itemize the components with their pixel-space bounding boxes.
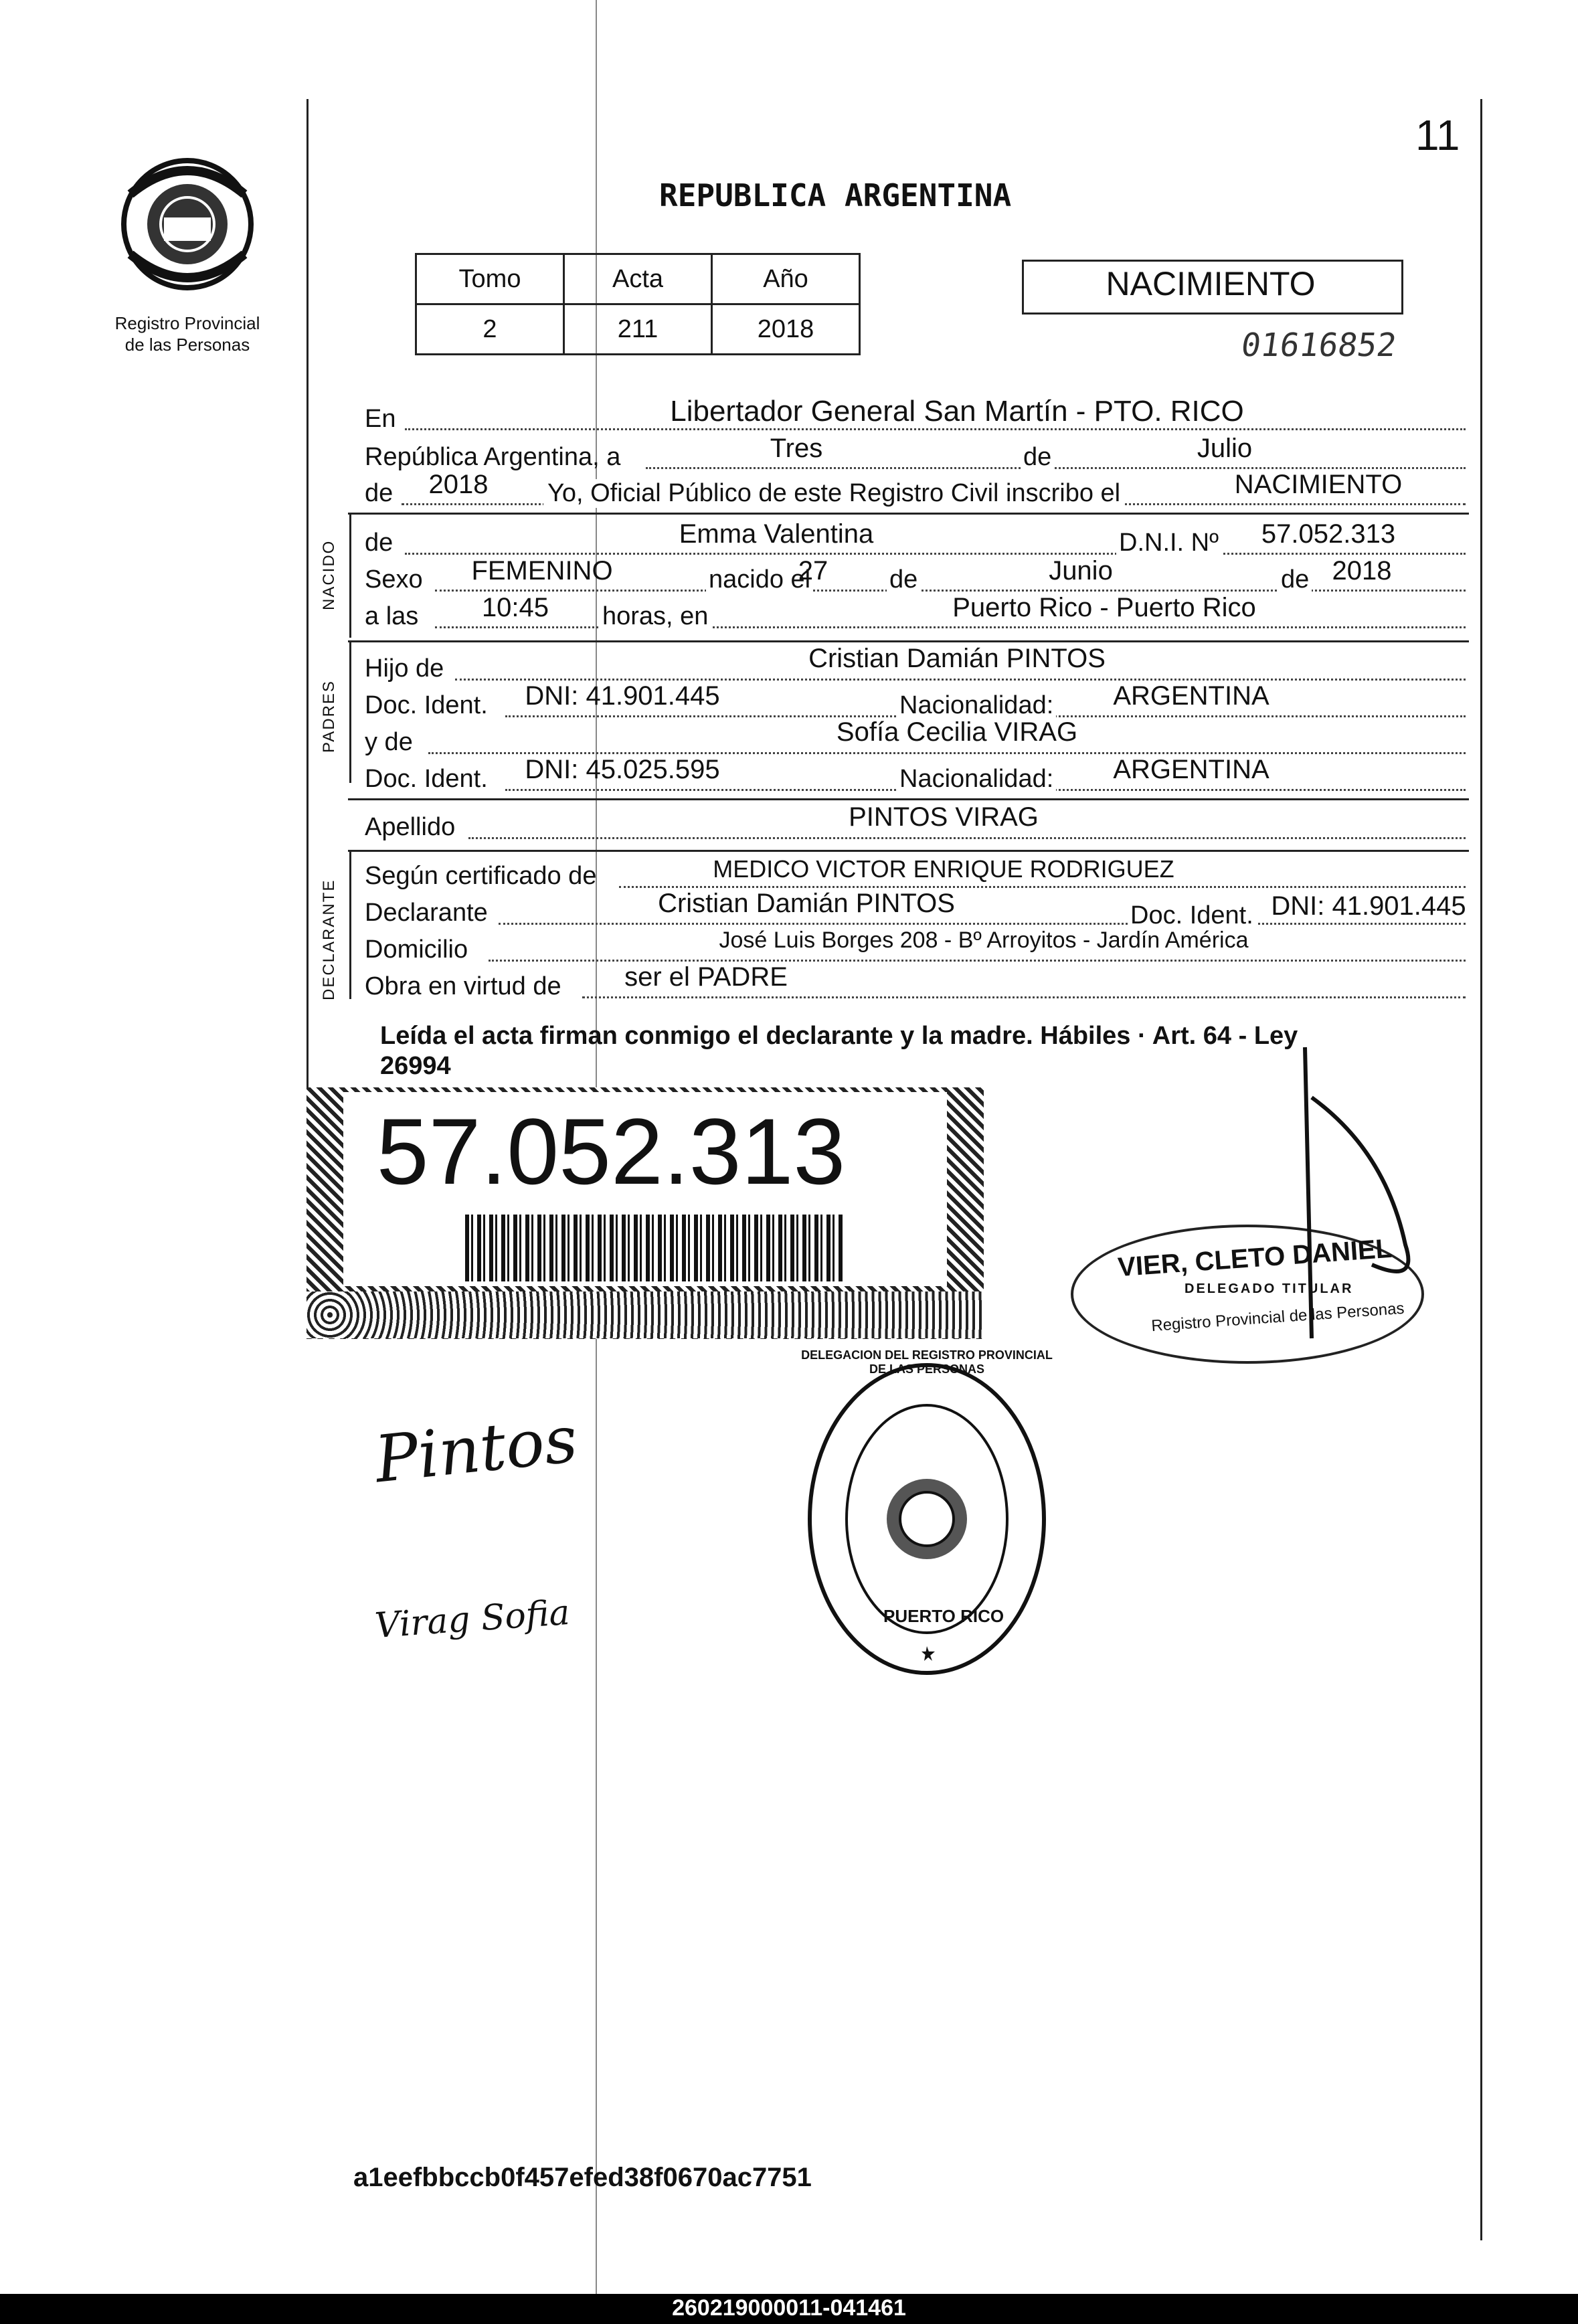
value-tomo: 2 xyxy=(416,304,564,355)
header-tomo: Tomo xyxy=(416,254,564,304)
registry-name-line1: Registro Provincial xyxy=(114,313,260,333)
dots-declarante xyxy=(499,923,1466,925)
section-rule-1 xyxy=(348,513,1469,515)
apellido-value: PINTOS VIRAG xyxy=(849,802,1039,832)
dots-time xyxy=(435,626,1466,628)
barcode-number: 57.052.313 xyxy=(376,1099,846,1204)
mother-name: Sofía Cecilia VIRAG xyxy=(836,717,1078,747)
official-name: VIER, CLETO DANIEL xyxy=(1116,1233,1393,1283)
act-kind-value: NACIMIENTO xyxy=(1234,470,1403,499)
header-ano: Año xyxy=(712,254,860,304)
a-las-label: a las xyxy=(365,602,419,630)
dots-apellido xyxy=(468,837,1466,839)
birth-place: Puerto Rico - Puerto Rico xyxy=(952,593,1256,622)
nacido-section-label: NACIDO xyxy=(320,539,338,610)
father-doc: DNI: 41.901.445 xyxy=(525,681,720,711)
dots-name xyxy=(405,553,1466,555)
value-ano: 2018 xyxy=(712,304,860,355)
declarante-doc-label: Doc. Ident. xyxy=(1128,901,1256,930)
closing-line1: Leída el acta firman conmigo el declarante y la madre. Hábiles · Art. 64 - Ley xyxy=(380,1022,1298,1050)
closing-line2: 26994 xyxy=(380,1052,451,1080)
hijo-de-label: Hijo de xyxy=(365,654,444,683)
mother-signature: Virag Sofia xyxy=(373,1592,572,1647)
dots-father xyxy=(455,679,1466,681)
birth-month: Junio xyxy=(1049,556,1113,586)
dots-cert xyxy=(619,886,1466,888)
y-de-label: y de xyxy=(365,728,413,756)
father-name: Cristian Damián PINTOS xyxy=(808,644,1106,673)
registry-name-line2: de las Personas xyxy=(124,335,250,355)
official-signature-stroke xyxy=(1292,1044,1425,1352)
day-word: Tres xyxy=(770,434,823,463)
de-label-2: de xyxy=(365,479,393,507)
barcode-bars xyxy=(465,1215,843,1281)
mother-doc: DNI: 45.025.595 xyxy=(525,755,720,784)
declarante-section-label: DECLARANTE xyxy=(320,879,338,1000)
birth-day: 27 xyxy=(798,556,828,586)
horas-label: horas, en xyxy=(600,602,711,631)
sexo-label: Sexo xyxy=(365,565,423,594)
obra-value: ser el PADRE xyxy=(624,962,788,992)
dots-mother xyxy=(428,752,1466,754)
dots-domicilio xyxy=(489,960,1466,962)
delegation-oval-stamp xyxy=(803,1358,1051,1680)
delegation-stamp-city: PUERTO RICO xyxy=(883,1606,1004,1626)
nacido-bracket xyxy=(349,514,351,638)
mother-nac-label: Nacionalidad: xyxy=(897,765,1056,794)
padres-bracket xyxy=(349,642,351,783)
mother-doc-label: Doc. Ident. xyxy=(365,765,488,793)
en-label: En xyxy=(365,405,396,433)
birth-de2-label: de xyxy=(1278,565,1312,594)
child-name: Emma Valentina xyxy=(679,519,874,549)
declarante-bracket xyxy=(349,852,351,999)
dots-republica xyxy=(646,467,1466,469)
father-doc-label: Doc. Ident. xyxy=(365,691,488,719)
yo-oficial-text: Yo, Oficial Público de este Registro Civil inscribo el xyxy=(543,479,1124,508)
year-value: 2018 xyxy=(428,470,489,499)
de-label-1: de xyxy=(1021,443,1054,472)
place-value: Libertador General San Martín - PTO. RICO xyxy=(670,395,1244,428)
padres-section-label: PADRES xyxy=(320,680,338,753)
declarante-doc: DNI: 41.901.445 xyxy=(1271,891,1466,921)
section-rule-3 xyxy=(348,798,1469,800)
birth-de-label: de xyxy=(887,565,920,594)
obra-label: Obra en virtud de xyxy=(365,972,561,1000)
month-value: Julio xyxy=(1197,434,1253,463)
certificado-label: Según certificado de xyxy=(365,862,597,890)
sexo-value: FEMENINO xyxy=(471,556,613,586)
record-table xyxy=(415,253,861,355)
domicilio-label: Domicilio xyxy=(365,935,468,964)
dots-en xyxy=(405,428,1466,430)
birth-time: 10:45 xyxy=(481,593,549,622)
section-rule-4 xyxy=(348,850,1469,852)
republica-label: República Argentina, a xyxy=(365,443,621,471)
right-margin-line xyxy=(1480,99,1482,2240)
father-nac-label: Nacionalidad: xyxy=(897,691,1056,720)
serial-number: 01616852 xyxy=(1239,327,1399,364)
page-number: 11 xyxy=(1415,111,1460,159)
mother-nationality: ARGENTINA xyxy=(1113,755,1269,784)
doc-type: NACIMIENTO xyxy=(1106,265,1316,302)
footer-code: 260219000011-041461 xyxy=(672,2295,906,2321)
country-title: REPUBLICA ARGENTINA xyxy=(659,177,1012,213)
official-org: Registro Provincial de las Personas xyxy=(1150,1299,1405,1336)
security-pattern-strip xyxy=(306,1291,984,1338)
father-nationality: ARGENTINA xyxy=(1113,681,1269,711)
declarante-name: Cristian Damián PINTOS xyxy=(658,889,955,918)
declarante-label: Declarante xyxy=(365,899,488,927)
official-title: DELEGADO TITULAR xyxy=(1185,1281,1354,1296)
left-margin-line xyxy=(306,99,309,1170)
section-rule-2 xyxy=(348,640,1469,642)
child-dni: 57.052.313 xyxy=(1261,519,1396,549)
dots-obra xyxy=(582,996,1466,998)
dni-label: D.N.I. Nº xyxy=(1116,529,1221,557)
father-signature: Pintos xyxy=(371,1401,581,1498)
apellido-label: Apellido xyxy=(365,813,456,841)
header-acta: Acta xyxy=(564,254,712,304)
document-hash: a1eefbbccb0f457efed38f0670ac7751 xyxy=(353,2163,812,2192)
domicilio-value: José Luis Borges 208 - Bº Arroyitos - Jardín América xyxy=(719,927,1249,953)
delegation-stamp-text: DELEGACION DEL REGISTRO PROVINCIAL DE LAS PERSONAS xyxy=(801,1348,1053,1376)
value-acta: 211 xyxy=(564,304,712,355)
registry-seal-logo xyxy=(117,154,258,294)
certificate-value: MEDICO VICTOR ENRIQUE RODRIGUEZ xyxy=(713,855,1174,883)
nacido-el-label: nacido el xyxy=(706,565,813,594)
nacido-de-label: de xyxy=(365,529,393,557)
birth-year: 2018 xyxy=(1332,556,1392,586)
